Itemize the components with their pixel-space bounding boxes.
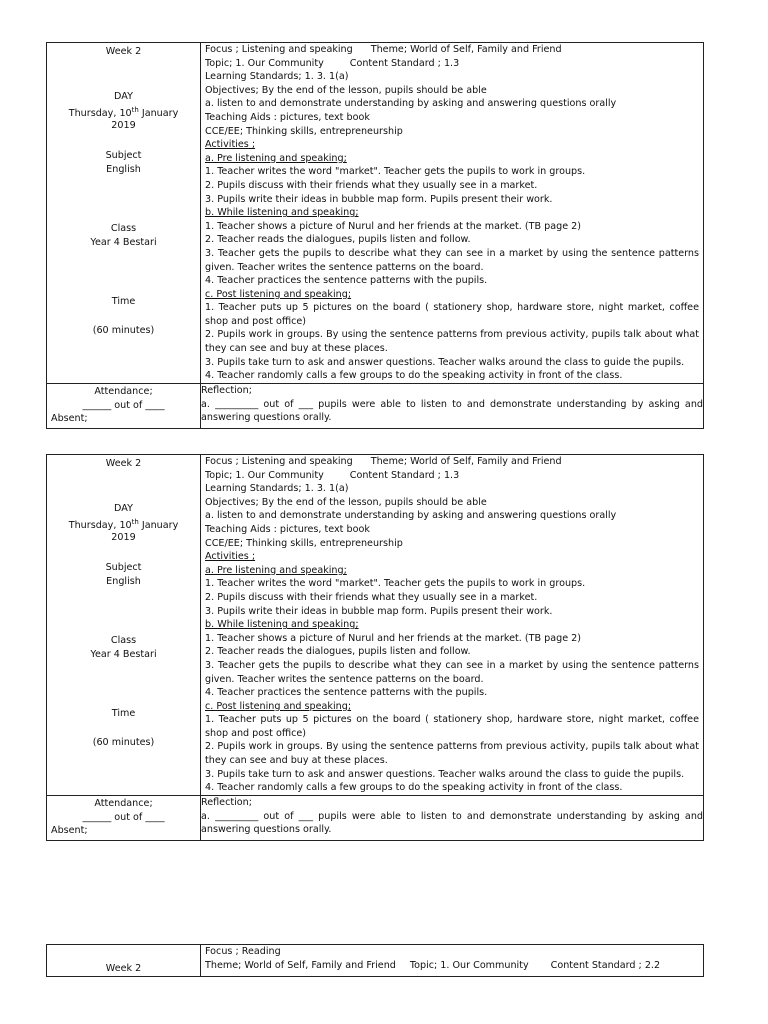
week-label: Week 2 — [105, 963, 142, 974]
while-step: 1. Teacher shows a picture of Nurul and her friends at the market. (TB page 2) — [205, 632, 581, 644]
focus-text: Focus ; Listening and speaking — [205, 456, 353, 467]
day-label: DAY — [114, 503, 133, 514]
post-step: 1. Teacher puts up 5 pictures on the board ( stationery shop, hardware store, night market, coffee shop and post office) — [205, 302, 699, 327]
activities-heading: Activities ; — [205, 551, 256, 563]
attendance-cell — [47, 796, 201, 841]
while-step: 3. Teacher gets the pupils to describe what they can see in a market by using the sentence patterns given. Teacher writes the sentence patterns on the board. — [205, 247, 699, 273]
pre-listening-heading: a. Pre listening and speaking; — [205, 152, 347, 164]
week-label: Week 2 — [105, 46, 142, 57]
post-listening-heading: c. Post listening and speaking; — [205, 288, 352, 300]
reflection-text: a. _________ out of ___ pupils were able to listen to and demonstrate understanding by asking and answering questions orally. — [201, 810, 703, 836]
content-standard-text: Content Standard ; 2.2 — [550, 959, 661, 971]
theme-text: Theme; World of Self, Family and Friend — [370, 44, 562, 55]
class-label: Class — [110, 635, 137, 646]
pre-listening-heading: a. Pre listening and speaking; — [205, 564, 347, 576]
while-step: 2. Teacher reads the dialogues, pupils listen and follow. — [205, 646, 471, 658]
while-step: 4. Teacher practices the sentence patterns with the pupils. — [205, 687, 488, 699]
attendance-label: Attendance; — [94, 386, 153, 397]
post-step: 2. Pupils work in groups. By using the sentence patterns from previous activity, pupils talk about what they can see and buy at these places. — [205, 741, 699, 767]
lesson-content-cell — [201, 455, 704, 796]
content-standard-text: Content Standard ; 1.3 — [349, 469, 460, 481]
focus-text: Focus ; Listening and speaking — [205, 44, 353, 55]
lesson-content-cell — [201, 43, 704, 384]
topic-text: Topic; 1. Our Community — [205, 469, 324, 481]
pre-step: 1. Teacher writes the word "market". Teacher gets the pupils to work in groups. — [205, 166, 586, 178]
pre-step: 2. Pupils discuss with their friends what they usually see in a market. — [205, 591, 538, 603]
content-standard-text: Content Standard ; 1.3 — [349, 57, 460, 69]
class-value: Year 4 Bestari — [90, 649, 157, 660]
while-listening-heading: b. While listening and speaking; — [205, 207, 359, 219]
while-step: 1. Teacher shows a picture of Nurul and her friends at the market. (TB page 2) — [205, 220, 581, 232]
reflection-label: Reflection; — [201, 385, 252, 396]
absent-label: Absent; — [51, 413, 88, 424]
while-listening-heading: b. While listening and speaking; — [205, 619, 359, 631]
year-label: 2019 — [111, 532, 136, 543]
lesson-plan-table-3 — [46, 944, 704, 977]
while-step: 3. Teacher gets the pupils to describe what they can see in a market by using the sentence patterns given. Teacher writes the sentence patterns on the board. — [205, 659, 699, 685]
post-step: 1. Teacher puts up 5 pictures on the board ( stationery shop, hardware store, night market, coffee shop and post office) — [205, 714, 699, 739]
focus-text: Focus ; Reading — [205, 946, 281, 957]
pre-step: 2. Pupils discuss with their friends what they usually see in a market. — [205, 179, 538, 191]
objective-a-text: a. listen to and demonstrate understanding by asking and answering questions orally — [205, 98, 617, 110]
class-label: Class — [110, 223, 137, 234]
pre-step: 3. Pupils write their ideas in bubble map form. Pupils present their work. — [205, 193, 553, 205]
date-label: Thursday, 10th January — [68, 106, 179, 120]
activities-heading: Activities ; — [205, 139, 256, 151]
lesson-meta-cell — [47, 43, 201, 384]
reflection-cell — [201, 384, 704, 429]
learning-standards-text: Learning Standards; 1. 3. 1(a) — [205, 483, 349, 495]
reflection-label: Reflection; — [201, 797, 252, 808]
subject-value: English — [106, 576, 141, 587]
subject-label: Subject — [105, 562, 142, 573]
topic-text: Topic; 1. Our Community — [205, 57, 324, 69]
year-label: 2019 — [111, 120, 136, 131]
attendance-blank: ______ out of ____ — [82, 812, 165, 823]
reflection-text: a. _________ out of ___ pupils were able to listen to and demonstrate understanding by asking and answering questions orally. — [201, 398, 703, 424]
post-step: 3. Pupils take turn to ask and answer questions. Teacher walks around the class to guide the pupils. — [205, 356, 685, 368]
date-label: Thursday, 10th January — [68, 518, 179, 532]
attendance-blank: ______ out of ____ — [82, 400, 165, 411]
lesson-plan-table-2 — [46, 454, 704, 841]
post-listening-heading: c. Post listening and speaking; — [205, 700, 352, 712]
day-label: DAY — [114, 91, 133, 102]
lesson-meta-cell — [47, 455, 201, 796]
pre-step: 3. Pupils write their ideas in bubble map form. Pupils present their work. — [205, 605, 553, 617]
cce-text: CCE/EE; Thinking skills, entrepreneurship — [205, 125, 403, 137]
objectives-text: Objectives; By the end of the lesson, pupils should be able — [205, 496, 487, 508]
lesson-plan-table-1 — [46, 42, 704, 429]
lesson-meta-cell — [47, 945, 201, 977]
duration-label: (60 minutes) — [92, 325, 155, 336]
teaching-aids-text: Teaching Aids : pictures, text book — [205, 523, 370, 535]
cce-text: CCE/EE; Thinking skills, entrepreneurship — [205, 537, 403, 549]
class-value: Year 4 Bestari — [90, 237, 157, 248]
subject-value: English — [106, 164, 141, 175]
week-label: Week 2 — [105, 458, 142, 469]
attendance-cell — [47, 384, 201, 429]
teaching-aids-text: Teaching Aids : pictures, text book — [205, 111, 370, 123]
topic-text: Topic; 1. Our Community — [409, 959, 529, 971]
while-step: 2. Teacher reads the dialogues, pupils listen and follow. — [205, 234, 471, 246]
while-step: 4. Teacher practices the sentence patterns with the pupils. — [205, 275, 488, 287]
time-label: Time — [111, 708, 136, 719]
post-step: 3. Pupils take turn to ask and answer questions. Teacher walks around the class to guide the pupils. — [205, 768, 685, 780]
attendance-label: Attendance; — [94, 798, 153, 809]
post-step: 4. Teacher randomly calls a few groups to do the speaking activity in front of the class. — [205, 370, 623, 382]
learning-standards-text: Learning Standards; 1. 3. 1(a) — [205, 71, 349, 83]
theme-text: Theme; World of Self, Family and Friend — [370, 456, 562, 467]
absent-label: Absent; — [51, 825, 88, 836]
time-label: Time — [111, 296, 136, 307]
post-step: 2. Pupils work in groups. By using the sentence patterns from previous activity, pupils talk about what they can see and buy at these places. — [205, 329, 699, 355]
subject-label: Subject — [105, 150, 142, 161]
objective-a-text: a. listen to and demonstrate understanding by asking and answering questions orally — [205, 510, 617, 522]
lesson-content-cell — [201, 945, 704, 977]
reflection-cell — [201, 796, 704, 841]
theme-text: Theme; World of Self, Family and Friend — [205, 959, 396, 971]
pre-step: 1. Teacher writes the word "market". Teacher gets the pupils to work in groups. — [205, 578, 586, 590]
duration-label: (60 minutes) — [92, 737, 155, 748]
objectives-text: Objectives; By the end of the lesson, pupils should be able — [205, 84, 487, 96]
post-step: 4. Teacher randomly calls a few groups to do the speaking activity in front of the class. — [205, 782, 623, 794]
